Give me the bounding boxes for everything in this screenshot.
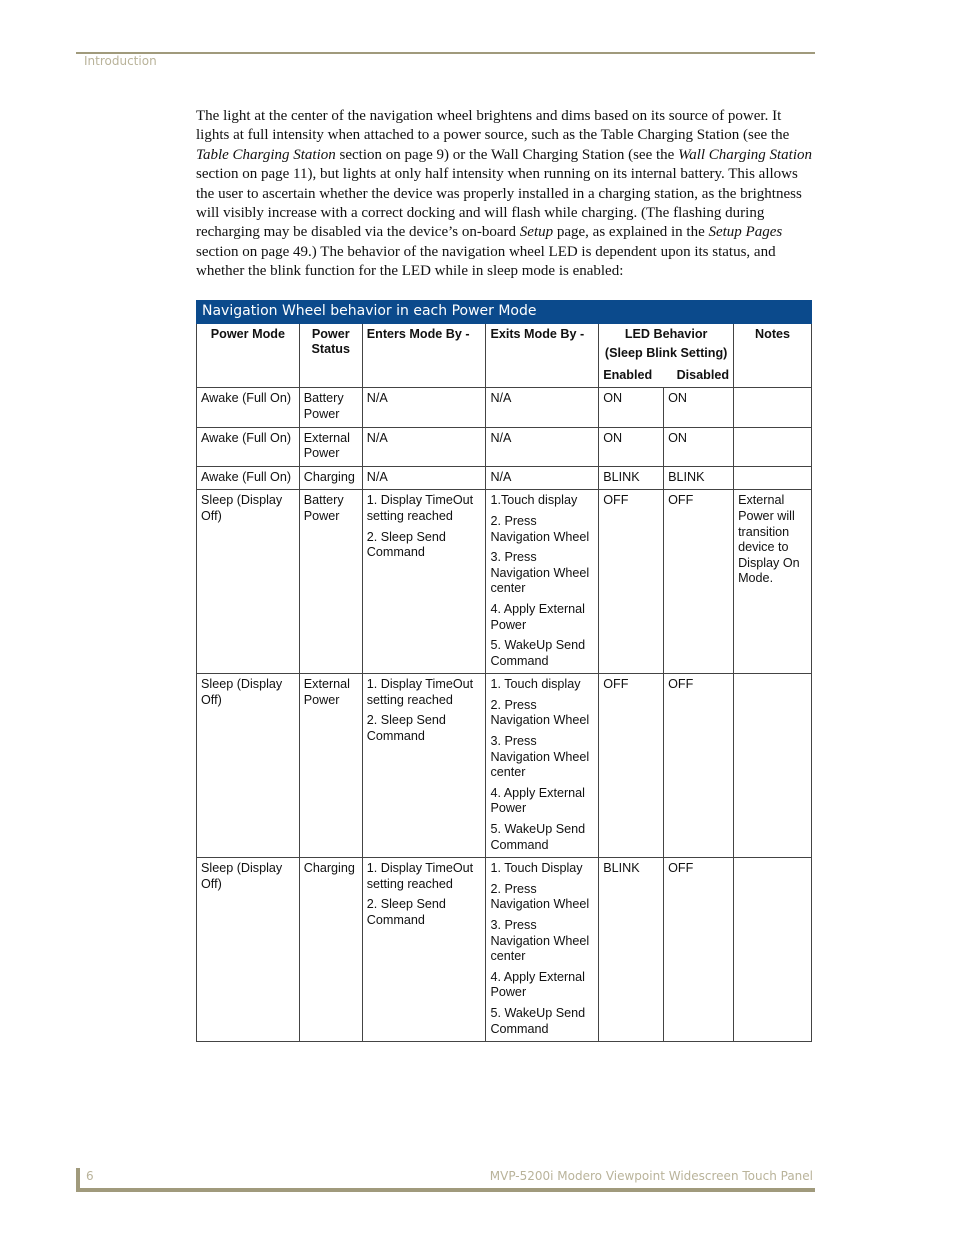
cell-power-status: Charging xyxy=(299,858,362,1042)
exits-step: 1. Touch display xyxy=(490,677,581,692)
led-enabled-label: Enabled xyxy=(603,367,653,382)
cell-power-mode: Awake (Full On) xyxy=(197,466,300,490)
exits-step: 5. WakeUp Send Command xyxy=(490,1005,586,1036)
cell-led-disabled: OFF xyxy=(664,490,734,674)
cell-power-mode: Awake (Full On) xyxy=(197,388,300,427)
cell-notes xyxy=(734,858,812,1042)
enters-step: 2. Sleep Send Command xyxy=(366,529,446,560)
header-power-mode: Power Mode xyxy=(197,323,300,388)
cell-led-disabled: OFF xyxy=(664,858,734,1042)
exits-step: 3. Press Navigation Wheel center xyxy=(490,550,590,596)
intro-text-1: The light at the center of the navigation wheel brightens and dims based on its source of power. It lights at full intensity when attached to a power source, such as the Table Charging Station (see the xyxy=(196,108,790,144)
intro-text-5: section on page 49.) The behavior of the navigation wheel LED is dependent upon its status, and whether the blink function for the LED while in sleep mode is enabled: xyxy=(196,243,776,280)
enters-step: 2. Sleep Send Command xyxy=(366,897,446,927)
exits-step: N/A xyxy=(490,469,512,484)
exits-step: 2. Press Navigation Wheel xyxy=(490,881,590,912)
navigation-wheel-table xyxy=(196,300,812,1042)
exits-step: 1.Touch display xyxy=(490,493,578,508)
table-row xyxy=(197,466,812,490)
table-body xyxy=(197,388,812,1042)
cell-led-enabled: ON xyxy=(599,388,664,427)
cell-exits xyxy=(486,388,599,427)
cell-led-enabled: OFF xyxy=(599,490,664,674)
enters-step: 1. Display TimeOut setting reached xyxy=(366,493,474,523)
cell-enters xyxy=(362,388,486,427)
exits-step: 4. Apply External Power xyxy=(490,785,585,816)
exits-step: 5. WakeUp Send Command xyxy=(490,638,586,668)
enters-step: N/A xyxy=(366,430,388,445)
exits-step: 5. WakeUp Send Command xyxy=(490,822,586,852)
header-power-status: Power Status xyxy=(299,323,362,388)
led-behavior-label: LED Behavior xyxy=(624,326,708,341)
cell-power-mode: Sleep (Display Off) xyxy=(197,674,300,858)
table-caption: Navigation Wheel behavior in each Power Mode xyxy=(197,301,812,324)
exits-step: 4. Apply External Power xyxy=(490,601,585,632)
table-row xyxy=(197,858,812,1042)
ref-wall-charging-station: Wall Charging Station xyxy=(678,146,812,163)
footer-title: MVP-5200i Modero Viewpoint Widescreen Touch Panel xyxy=(489,1169,813,1183)
header-rule xyxy=(76,52,815,54)
page-number: 6 xyxy=(86,1169,94,1183)
intro-text-3: section on page 11), but lights at only half intensity when running on its internal battery. This allows the user to ascertain whether the device was properly installed in a charging station, as the brightness will visibly increase with a correct docking and will flash while charging. (The flashing during recharging may be disabled via the device’s on-board xyxy=(196,166,802,241)
exits-step: 3. Press Navigation Wheel center xyxy=(490,918,590,964)
intro-text-2: section on page 9) or the Wall Charging Station (see the xyxy=(335,146,679,163)
led-sleep-blink-label: (Sleep Blink Setting) xyxy=(604,346,728,361)
cell-led-disabled: ON xyxy=(664,388,734,427)
cell-power-mode: Sleep (Display Off) xyxy=(197,858,300,1042)
section-header: Introduction xyxy=(84,54,157,68)
cell-power-status: External Power xyxy=(299,674,362,858)
table-row xyxy=(197,427,812,466)
cell-power-status: Battery Power xyxy=(299,388,362,427)
ref-setup-pages: Setup Pages xyxy=(708,224,783,241)
enters-step: N/A xyxy=(366,391,388,406)
cell-exits xyxy=(486,674,599,858)
cell-enters xyxy=(362,466,486,490)
enters-step: 2. Sleep Send Command xyxy=(366,713,446,744)
cell-power-mode: Awake (Full On) xyxy=(197,427,300,466)
table-row xyxy=(197,674,812,858)
enters-step: 1. Display TimeOut setting reached xyxy=(366,677,474,707)
table-row xyxy=(197,490,812,674)
exits-step: N/A xyxy=(490,391,512,406)
exits-step: 3. Press Navigation Wheel center xyxy=(490,734,590,780)
footer-rule xyxy=(76,1188,815,1192)
exits-step: 2. Press Navigation Wheel xyxy=(490,513,590,544)
cell-led-enabled: BLINK xyxy=(599,858,664,1042)
cell-led-disabled: BLINK xyxy=(664,466,734,490)
cell-power-status: External Power xyxy=(299,427,362,466)
cell-led-disabled: ON xyxy=(664,427,734,466)
exits-step: 4. Apply External Power xyxy=(490,969,585,1000)
cell-notes xyxy=(734,674,812,858)
header-enters-mode: Enters Mode By - xyxy=(362,323,486,388)
ref-setup: Setup xyxy=(519,224,554,241)
table-row xyxy=(197,388,812,427)
enters-step: N/A xyxy=(366,469,388,484)
cell-notes xyxy=(734,427,812,466)
cell-power-mode: Sleep (Display Off) xyxy=(197,490,300,674)
header-notes: Notes xyxy=(734,323,812,388)
cell-led-enabled: ON xyxy=(599,427,664,466)
led-subcolumns xyxy=(603,368,729,384)
ref-table-charging-station: Table Charging Station xyxy=(196,146,336,163)
led-disabled-label: Disabled xyxy=(676,367,730,382)
cell-enters xyxy=(362,427,486,466)
cell-enters xyxy=(362,490,486,674)
header-exits-mode: Exits Mode By - xyxy=(486,323,599,388)
exits-step: N/A xyxy=(490,430,512,445)
exits-step: 2. Press Navigation Wheel xyxy=(490,697,590,728)
cell-exits xyxy=(486,466,599,490)
cell-notes xyxy=(734,466,812,490)
cell-enters xyxy=(362,674,486,858)
cell-notes: External Power will transition device to Display On Mode. xyxy=(734,490,812,674)
cell-exits xyxy=(486,490,599,674)
table-header-row xyxy=(197,323,812,388)
cell-led-disabled: OFF xyxy=(664,674,734,858)
header-led-behavior xyxy=(599,323,734,388)
cell-notes xyxy=(734,388,812,427)
cell-led-enabled: BLINK xyxy=(599,466,664,490)
intro-paragraph xyxy=(196,107,814,282)
enters-step: 1. Display TimeOut setting reached xyxy=(366,861,474,891)
cell-power-status: Battery Power xyxy=(299,490,362,674)
cell-power-status: Charging xyxy=(299,466,362,490)
intro-text-4: page, as explained in the xyxy=(553,224,709,241)
cell-exits xyxy=(486,427,599,466)
exits-step: 1. Touch Display xyxy=(490,861,583,876)
cell-enters xyxy=(362,858,486,1042)
cell-led-enabled: OFF xyxy=(599,674,664,858)
cell-exits xyxy=(486,858,599,1042)
